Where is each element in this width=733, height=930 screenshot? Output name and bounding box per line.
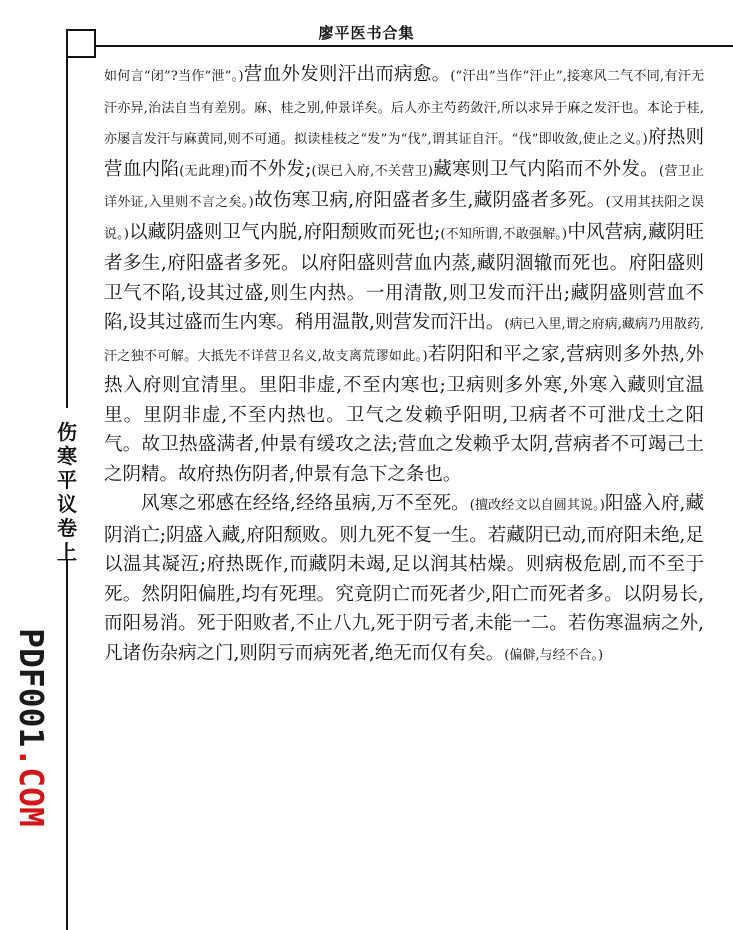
corner-box [66,29,96,58]
running-head: 廖平医书合集 [318,24,415,42]
page-body [104,60,704,670]
main-text: 营血外发则汗出而病愈。 [243,64,451,85]
main-text: 故伤寒卫病,府阳盛者多生,藏阴盛者多死。 [253,190,606,211]
side-title-char: 议 [57,492,77,516]
body-paragraph [104,60,704,489]
side-title-char: 平 [57,468,77,492]
commentary-note: (又用其扶阳之误说。) [104,195,705,242]
main-text: 而不外发; [229,158,312,180]
body-paragraph [104,489,704,670]
commentary-note: (擅改经文以自圆其说。) [469,498,605,513]
commentary-note: (不知所谓,不敢强解。) [440,226,568,242]
watermark-part-b: .COM [11,747,51,827]
commentary-note: (偏僻,与经不合。) [504,647,604,663]
side-title-char: 伤 [57,420,77,444]
commentary-note: (误已入府,不关营卫) [311,163,433,179]
main-text: 若阴阳和平之家,营病则多外热,外热入府则宜清里。里阳非虚,不至内寒也;卫病则多外寒,外寒入藏则宜温里。里阴非虚,不至内热也。卫气之发赖乎阳明,卫病者不可泄戊土之阳气。故卫热盛满者,仲景有缓攻之法;营血之发赖乎太阴,营病者不可竭己土之阴精。故府热伤阴者,仲景有急下之条也。 [104,343,704,485]
margin-rule-upper [66,56,68,408]
main-text: 藏寒则卫气内陷而不外发。 [432,158,659,180]
commentary-note: (营卫止详外证,入里则不言之矣。) [104,163,704,210]
watermark [8,625,54,830]
commentary-note: (“汗出”当作“汗止”,接寒风二气不同,有汗无汗亦异,治法自当有差别。麻、桂之别,仲景详矣。后人亦主芍药敛汗,所以求异于麻之发汗也。本论于桂,亦屡言发汗与麻黄同,则不可通。拟读桂枝之“发”为“伐”,谓其证自汗。“伐”即收敛,使止之义。) [104,69,704,147]
commentary-note: (无此理) [179,163,230,179]
commentary-note: (病已入里,谓之府病,藏病乃用散药,汗之独不可解。大抵先不详营卫名义,故支离荒谬如此。) [104,317,704,364]
main-text: 风寒之邪感在经络,经络虽病,万不至死。 [141,493,470,514]
main-text: 中风营病,藏阴旺者多生,府阳盛者多死。以府阳盛则营血内蒸,藏阴涸辙而死也。府阳盛则卫气不陷,设其过盛,则生内热。一用清散,则卫发而汗出;藏阴盛则营血不陷,设其过盛而生内寒。稍用温散,则营发而汗出。 [104,221,704,333]
side-title-char: 寒 [57,444,77,468]
main-text: 阳盛入府,藏阴消亡;阴盛入藏,府阳颓败。则九死不复一生。若藏阴已动,而府阳未绝,足以温其凝沍;府热既作,而藏阴未竭,足以润其枯燥。则病极危剧,而不至于死。然阴阳偏胜,均有死理。究竟阴亡而死者少,阳亡而死者多。以阴易长,而阳易消。死于阳败者,不止八九,死于阴亏者,未能一二。若伤寒温病之外,凡诸伤杂病之门,则阴亏而病死者,绝无而仅有矣。 [104,493,704,664]
header-rule [94,45,733,47]
main-text: 以藏阴盛则卫气内脱,府阳颓败而死也; [128,221,441,243]
side-title-char: 上 [57,540,77,564]
watermark-text [12,628,51,827]
side-title-char: 卷 [57,516,77,540]
commentary-note: 如何言“闭”?当作“泄”。) [104,69,244,84]
watermark-part-a: PDF001 [11,628,51,748]
margin-rule-lower [66,560,68,930]
main-text: 府热则营血内陷 [104,127,704,180]
side-book-title [54,420,80,564]
